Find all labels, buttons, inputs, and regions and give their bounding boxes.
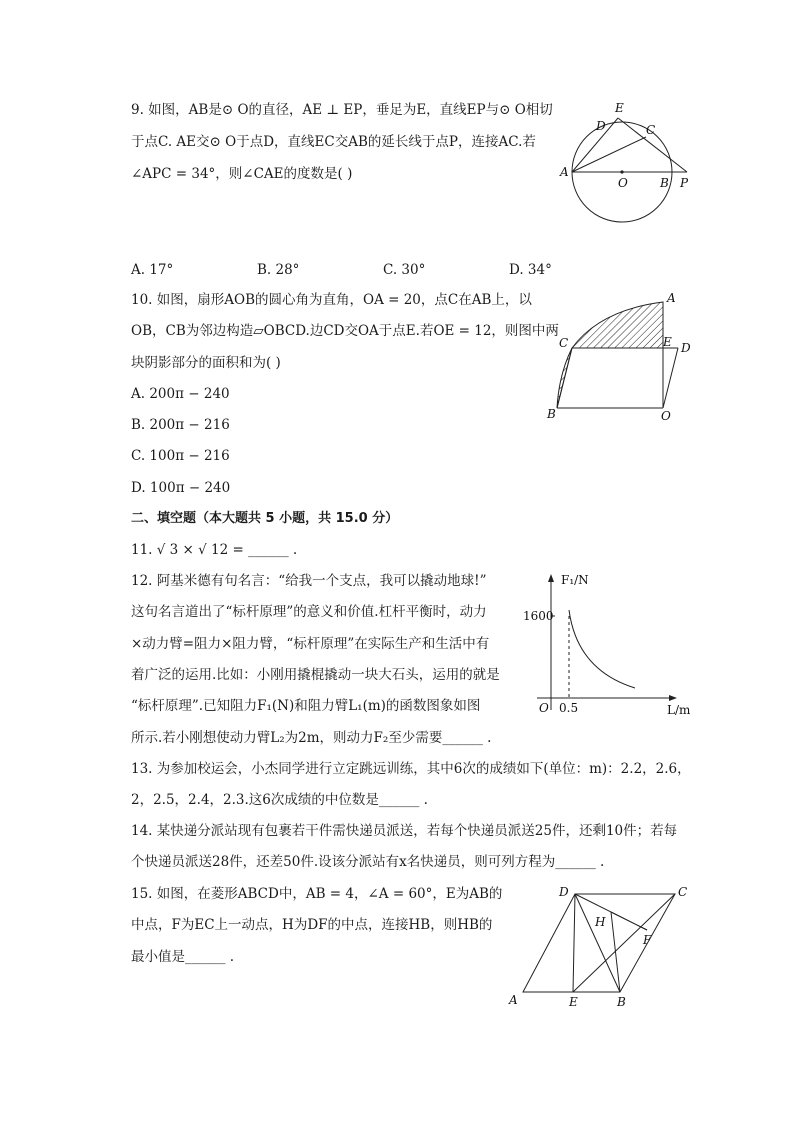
q15-label-b: B bbox=[617, 995, 626, 1009]
q9-line1: 9. 如图，AB是⊙ O的直径，AE ⊥ EP，垂足为E，直线EP与⊙ O相切 bbox=[131, 102, 553, 118]
q15-label-d: D bbox=[559, 885, 569, 899]
q15-line3: 最小值是______ . bbox=[131, 949, 235, 965]
q9-option-d: D. 34° bbox=[509, 262, 552, 278]
q10-label-e: E bbox=[663, 335, 672, 349]
q15-label-e: E bbox=[569, 995, 578, 1009]
q10-option-c: C. 100π − 216 bbox=[131, 448, 230, 464]
q10-label-b: B bbox=[547, 407, 556, 421]
q12-line2: 这句名言道出了“标杆原理”的意义和价值.杠杆平衡时，动力 bbox=[131, 604, 487, 620]
q12-graph bbox=[525, 570, 695, 720]
q9-line-ae bbox=[572, 118, 618, 172]
section2-heading: 二、填空题（本大题共 5 小题，共 15.0 分） bbox=[131, 511, 399, 526]
q9-label-d: D bbox=[596, 119, 606, 133]
q15-rhombus bbox=[523, 894, 675, 992]
q10-shaded-upper bbox=[572, 302, 663, 348]
q15-line-ec bbox=[573, 894, 675, 992]
q12-curve bbox=[569, 610, 635, 688]
q14-line2: 个快递员派送28件，还差50件.设该分派站有x名快递员，则可列方程为______ . bbox=[131, 854, 605, 870]
q9-label-e: E bbox=[615, 101, 624, 115]
q13-line1: 13. 为参加校运会，小杰同学进行立定跳远训练，其中6次的成绩如下(单位：m)：2.2，2.6， bbox=[131, 761, 691, 777]
q10-line-do bbox=[663, 348, 678, 408]
q15-figure bbox=[505, 882, 695, 1010]
q15-label-h: H bbox=[595, 915, 606, 929]
q9-option-b: B. 28° bbox=[257, 262, 300, 278]
q10-figure bbox=[545, 290, 700, 423]
q13-line2: 2，2.5，2.4，2.3.这6次成绩的中位数是______ . bbox=[131, 792, 428, 808]
q10-label-a: A bbox=[667, 291, 676, 305]
q12-line5: “标杆原理”.已知阻力F₁(N)和阻力臂L₁(m)的函数图象如图 bbox=[131, 698, 481, 714]
q12-ylabel: F₁/N bbox=[561, 573, 589, 587]
q9-label-o: O bbox=[618, 176, 628, 190]
q12-xtick-label: 0.5 bbox=[559, 701, 579, 715]
q9-option-c: C. 30° bbox=[383, 262, 426, 278]
q12-line4: 着广泛的运用.比如：小刚用撬棍撬动一块大石头，运用的就是 bbox=[131, 667, 500, 683]
q15-line-db bbox=[575, 894, 620, 992]
q12-line3: ×动力臂=阻力×阻力臂，“标杆原理”在实际生产和生活中有 bbox=[131, 636, 490, 652]
q10-label-c: C bbox=[559, 336, 569, 350]
q10-label-o: O bbox=[661, 409, 671, 423]
q9-line-ac bbox=[572, 137, 646, 172]
q12-y-arrow bbox=[548, 574, 554, 582]
q10-option-b: B. 200π − 216 bbox=[131, 417, 230, 433]
q12-line1: 12. 阿基米德有句名言：“给我一个支点，我可以撬动地球!” bbox=[131, 573, 487, 589]
q9-option-a: A. 17° bbox=[131, 262, 174, 278]
q10-option-a: A. 200π − 240 bbox=[131, 386, 230, 402]
q10-line3: 块阴影部分的面积和为( ) bbox=[131, 355, 281, 371]
q9-center-dot bbox=[620, 170, 623, 173]
q9-label-b: B bbox=[660, 176, 669, 190]
q12-line6: 所示.若小刚想使动力臂L₂为2m，则动力F₂至少需要______ . bbox=[131, 730, 492, 746]
q9-line2: 于点C. AE交⊙ O于点D，直线EC交AB的延长线于点P，连接AC.若 bbox=[131, 134, 536, 150]
q10-option-d: D. 100π − 240 bbox=[131, 480, 231, 496]
q15-line-de bbox=[573, 894, 575, 992]
q10-line1: 10. 如图，扇形AOB的圆心角为直角，OA = 20，点C在AB上，以 bbox=[131, 292, 532, 308]
q15-line-hb bbox=[611, 912, 620, 992]
q10-line-bc bbox=[557, 348, 572, 408]
q15-label-a: A bbox=[509, 993, 518, 1007]
q15-label-c: C bbox=[678, 885, 688, 899]
q11-text: 11. √ 3 × √ 12 = ______ . bbox=[131, 542, 298, 558]
q15-label-f: F bbox=[643, 933, 652, 947]
q15-line2: 中点，F为EC上一动点，H为DF的中点，连接HB，则HB的 bbox=[131, 917, 493, 933]
q15-line-hf bbox=[611, 912, 647, 930]
q9-label-p: P bbox=[680, 176, 689, 190]
q9-label-a: A bbox=[560, 165, 569, 179]
q9-label-c: C bbox=[646, 123, 656, 137]
q12-origin-label: O bbox=[539, 701, 549, 715]
q14-line1: 14. 某快递分派站现有包裹若干件需快递员派送，若每个快递员派送25件，还剩10件；若每 bbox=[131, 823, 678, 839]
q9-line3: ∠APC = 34°，则∠CAE的度数是( ) bbox=[131, 166, 353, 182]
q12-x-arrow bbox=[669, 695, 677, 701]
q10-line2: OB，CB为邻边构造▱OBCD.边CD交OA于点E.若OE = 12，则图中两 bbox=[131, 323, 559, 339]
q15-line1: 15. 如图，在菱形ABCD中，AB = 4，∠A = 60°，E为AB的 bbox=[131, 886, 503, 902]
q12-ytick-label: 1600 bbox=[523, 609, 554, 623]
q10-label-d: D bbox=[681, 341, 691, 355]
q12-xlabel: L/m bbox=[667, 703, 691, 717]
q9-figure bbox=[560, 100, 700, 225]
